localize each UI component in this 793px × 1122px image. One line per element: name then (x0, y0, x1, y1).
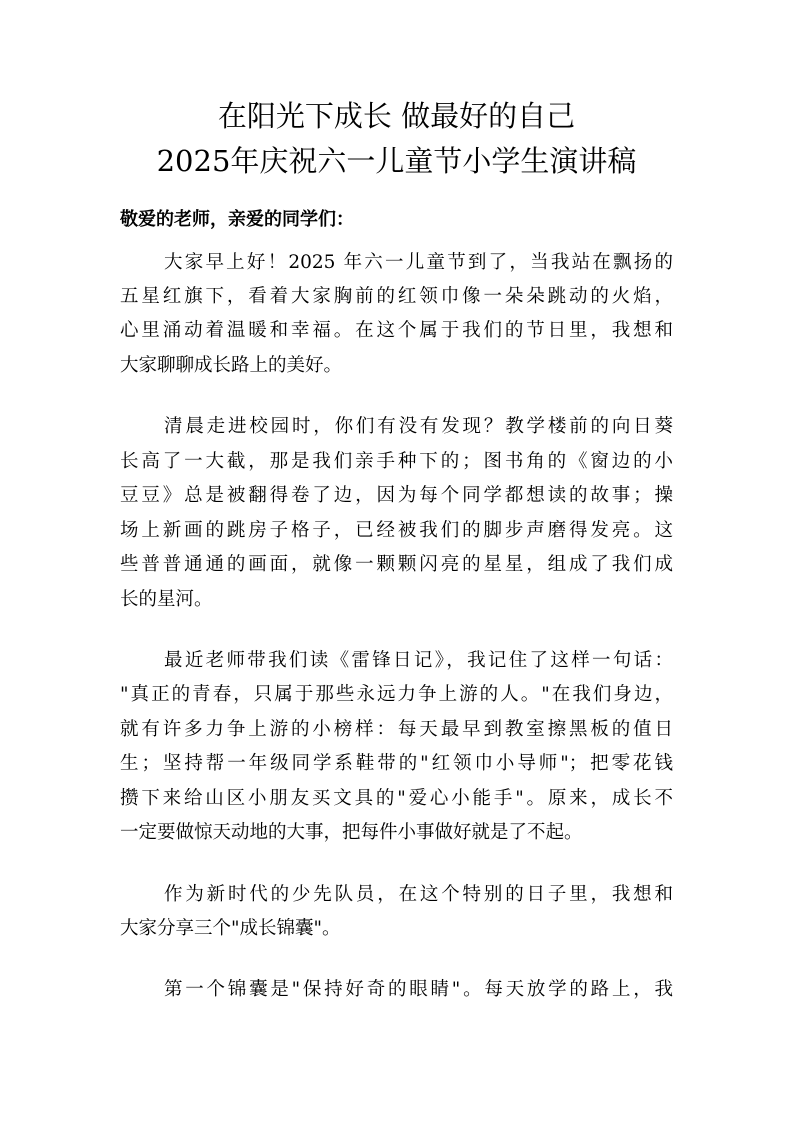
paragraph-1-line-3: 心里涌动着温暖和幸福。在这个属于我们的节日里，我想和 (120, 320, 673, 341)
paragraph-5-line-1: 第一个锦囊是"保持好奇的眼睛"。每天放学的路上，我 (164, 979, 673, 1000)
title-line-1: 在阳光下成长 做最好的自己 (217, 99, 576, 133)
salutation: 敬爱的老师，亲爱的同学们： (120, 209, 354, 230)
paragraph-1-line-1: 大家早上好！2025 年六一儿童节到了，当我站在飘扬的 (164, 252, 673, 273)
paragraph-2-line-1: 清晨走进校园时，你们有没有发现？教学楼前的向日葵 (164, 416, 673, 437)
paragraph-3-line-2: "真正的青春，只属于那些永远力争上游的人。"在我们身边， (120, 684, 673, 705)
paragraph-3-line-3: 就有许多力争上游的小榜样：每天最早到教室擦黑板的值日 (120, 719, 673, 740)
paragraph-1-line-2: 五星红旗下，看着大家胸前的红领巾像一朵朵跳动的火焰， (120, 286, 673, 307)
paragraph-3-line-6: 一定要做惊天动地的大事，把每件小事做好就是了不起。 (120, 822, 583, 843)
paragraph-2-line-3: 豆豆》总是被翻得卷了边，因为每个同学都想读的故事；操 (120, 485, 673, 506)
paragraph-2-line-6: 长的星河。 (120, 589, 213, 610)
paragraph-2-line-5: 些普普通通的画面，就像一颗颗闪亮的星星，组成了我们成 (120, 554, 673, 575)
paragraph-3-line-1: 最近老师带我们读《雷锋日记》，我记住了这样一句话： (164, 650, 673, 671)
paragraph-1-line-4: 大家聊聊成长路上的美好。 (120, 355, 343, 376)
paragraph-4-line-1: 作为新时代的少先队员，在这个特别的日子里，我想和 (164, 884, 673, 905)
title-line-2: 2025年庆祝六一儿童节小学生演讲稿 (156, 144, 637, 178)
paragraph-4-line-2: 大家分享三个"成长锦囊"。 (120, 918, 341, 939)
paragraph-2-line-4: 场上新画的跳房子格子，已经被我们的脚步声磨得发亮。这 (120, 520, 673, 541)
paragraph-3-line-4: 生；坚持帮一年级同学系鞋带的"红领巾小导师"；把零花钱 (120, 753, 673, 774)
paragraph-3-line-5: 攒下来给山区小朋友买文具的"爱心小能手"。原来，成长不 (120, 788, 673, 809)
paragraph-2-line-2: 长高了一大截，那是我们亲手种下的；图书角的《窗边的小 (120, 451, 673, 472)
